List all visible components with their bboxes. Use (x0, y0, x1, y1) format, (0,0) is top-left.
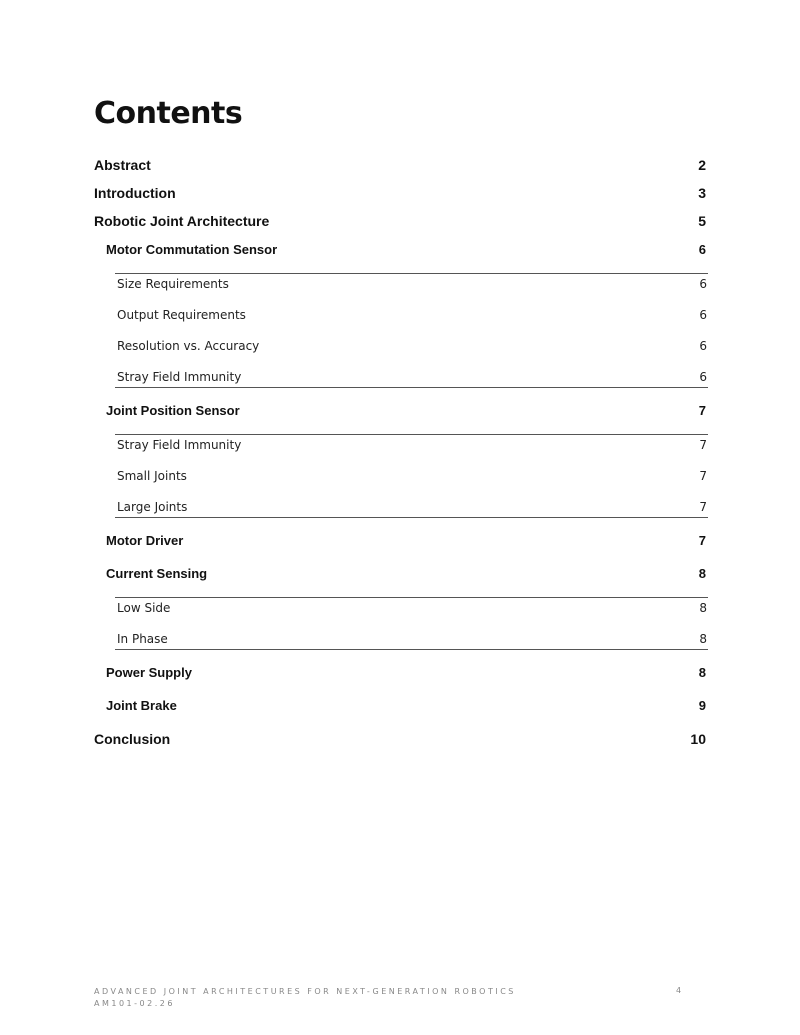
toc-entry-label: Robotic Joint Architecture (94, 213, 270, 229)
section-divider (115, 597, 708, 598)
toc-entry-label: Small Joints (117, 469, 187, 483)
toc-entry-label: In Phase (117, 632, 168, 646)
toc-entry-page: 7 (698, 533, 706, 548)
toc-entry-robotic-joint-architecture[interactable] (94, 213, 706, 229)
toc-entry-small-joints[interactable] (117, 469, 707, 483)
toc-entry-page: 7 (699, 500, 707, 514)
footer-document-code: AM101-02.26 (94, 999, 175, 1008)
section-divider (115, 387, 708, 388)
toc-entry-label: Abstract (94, 157, 151, 173)
toc-entry-label: Large Joints (117, 500, 188, 514)
toc-entry-stray-field-immunity-2[interactable] (117, 438, 707, 452)
toc-entry-page: 3 (698, 185, 706, 201)
toc-entry-page: 6 (699, 339, 707, 353)
toc-entry-page: 7 (698, 403, 706, 418)
toc-entry-output-requirements[interactable] (117, 308, 707, 322)
toc-entry-resolution-vs-accuracy[interactable] (117, 339, 707, 353)
toc-entry-page: 8 (698, 665, 706, 680)
toc-entry-label: Resolution vs. Accuracy (117, 339, 260, 353)
toc-entry-conclusion[interactable] (94, 731, 706, 747)
page-title: Contents (94, 96, 243, 131)
toc-entry-label: Motor Driver (106, 533, 184, 548)
section-divider (115, 273, 708, 274)
toc-entry-label: Low Side (117, 601, 171, 615)
toc-entry-abstract[interactable] (94, 157, 706, 173)
section-divider (115, 649, 708, 650)
toc-entry-low-side[interactable] (117, 601, 707, 615)
toc-entry-label: Conclusion (94, 731, 171, 747)
toc-entry-label: Stray Field Immunity (117, 438, 242, 452)
toc-entry-stray-field-immunity[interactable] (117, 370, 707, 384)
footer-document-title: ADVANCED JOINT ARCHITECTURES FOR NEXT-GENERATION ROBOTICS (94, 987, 516, 996)
toc-entry-page: 6 (699, 277, 707, 291)
footer-page-number: 4 (676, 986, 682, 995)
toc-entry-in-phase[interactable] (117, 632, 707, 646)
toc-entry-page: 10 (690, 731, 706, 747)
toc-entry-label: Current Sensing (106, 566, 208, 581)
toc-entry-page: 7 (699, 469, 707, 483)
toc-entry-motor-driver[interactable] (106, 533, 706, 548)
toc-entry-label: Size Requirements (117, 277, 229, 291)
toc-entry-label: Output Requirements (117, 308, 246, 322)
toc-entry-label: Joint Position Sensor (106, 403, 240, 418)
section-divider (115, 434, 708, 435)
toc-entry-page: 6 (699, 370, 707, 384)
toc-entry-joint-brake[interactable] (106, 698, 706, 713)
toc-entry-large-joints[interactable] (117, 500, 707, 514)
toc-entry-size-requirements[interactable] (117, 277, 707, 291)
toc-entry-joint-position-sensor[interactable] (106, 403, 706, 418)
toc-entry-page: 8 (699, 632, 707, 646)
toc-entry-power-supply[interactable] (106, 665, 706, 680)
toc-entry-page: 6 (698, 242, 706, 257)
toc-entry-page: 8 (698, 566, 706, 581)
toc-entry-label: Joint Brake (106, 698, 177, 713)
toc-entry-label: Stray Field Immunity (117, 370, 242, 384)
toc-entry-label: Motor Commutation Sensor (106, 242, 278, 257)
section-divider (115, 517, 708, 518)
toc-entry-current-sensing[interactable] (106, 566, 706, 581)
toc-entry-page: 7 (699, 438, 707, 452)
toc-entry-page: 6 (699, 308, 707, 322)
toc-entry-introduction[interactable] (94, 185, 706, 201)
toc-entry-page: 9 (698, 698, 706, 713)
toc-entry-motor-commutation-sensor[interactable] (106, 242, 706, 257)
toc-entry-page: 2 (698, 157, 706, 173)
page-footer (94, 986, 694, 1010)
toc-entry-page: 8 (699, 601, 707, 615)
toc-entry-label: Power Supply (106, 665, 192, 680)
toc-entry-page: 5 (698, 213, 706, 229)
toc-entry-label: Introduction (94, 185, 176, 201)
